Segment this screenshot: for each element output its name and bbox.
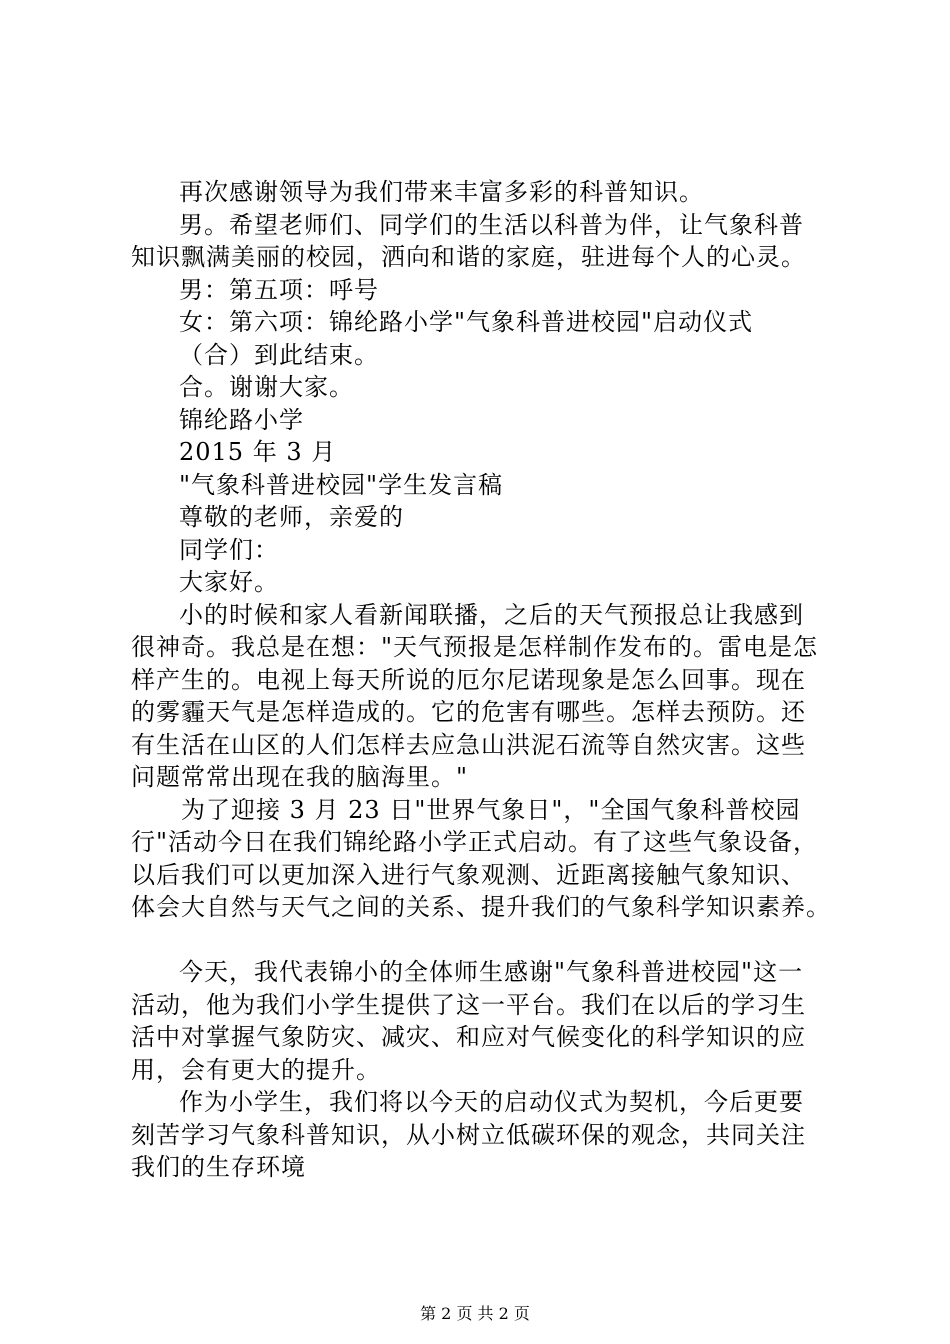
text-line: 尊敬的老师，亲爱的 (179, 503, 404, 531)
text-line: 女：第六项：锦纶路小学"气象科普进校园"启动仪式 (179, 308, 754, 336)
text-line: 2015 年 3 月 (179, 438, 337, 466)
text-line: 的雾霾天气是怎样造成的。它的危害有哪些。怎样去预防。还 (131, 698, 806, 726)
speech-title: "气象科普进校园"学生发言稿 (179, 470, 504, 499)
text-line: （合）到此结束。 (179, 340, 379, 369)
text-line: 以后我们可以更加深入进行气象观测、近距离接触气象知识、 (131, 860, 806, 889)
text-line: 刻苦学习气象科普知识，从小树立低碳环保的观念，共同关注 (131, 1120, 806, 1149)
text-line: 小的时候和家人看新闻联播，之后的天气预报总让我感到 (179, 600, 804, 629)
text-line: 活动，他为我们小学生提供了这一平台。我们在以后的学习生 (131, 990, 806, 1019)
text-line: 很神奇。我总是在想："天气预报是怎样制作发布的。雷电是怎 (131, 633, 819, 661)
text-line: 今天，我代表锦小的全体师生感谢"气象科普进校园"这一 (179, 958, 804, 986)
text-line: 再次感谢领导为我们带来丰富多彩的科普知识。 (179, 178, 704, 206)
text-line: 体会大自然与天气之间的关系、提升我们的气象科学知识素养。 (131, 893, 831, 921)
text-line: 知识飘满美丽的校园，洒向和谐的家庭，驻进每个人的心灵。 (131, 243, 806, 271)
text-line: 用，会有更大的提升。 (131, 1055, 381, 1084)
text-line: 合。谢谢大家。 (179, 373, 354, 401)
text-line: 问题常常出现在我的脑海里。" (131, 763, 469, 791)
text-line: 锦纶路小学 (179, 405, 304, 434)
text-line: 为了迎接 3 月 23 日"世界气象日"，"全国气象科普校园 (181, 795, 801, 824)
text-line: 行"活动今日在我们锦纶路小学正式启动。有了这些气象设备， (131, 828, 819, 856)
text-line: 有生活在山区的人们怎样去应急山洪泥石流等自然灾害。这些 (131, 730, 806, 759)
paragraph-gap (131, 924, 841, 957)
text-line: 同学们： (179, 535, 279, 564)
text-line: 大家好。 (179, 568, 279, 596)
text-line: 男。希望老师们、同学们的生活以科普为伴，让气象科普 (179, 210, 804, 239)
page-footer (0, 1304, 950, 1324)
text-line: 男：第五项：呼号 (179, 275, 379, 304)
text-line: 作为小学生，我们将以今天的启动仪式为契机，今后更要 (179, 1088, 804, 1116)
text-line: 样产生的。电视上每天所说的厄尔尼诺现象是怎么回事。现在 (131, 665, 806, 694)
text-line: 我们的生存环境 (131, 1153, 306, 1181)
page-number: 第 2 页 共 2 页 (420, 1304, 530, 1323)
text-line: 活中对掌握气象防灾、减灾、和应对气候变化的科学知识的应 (131, 1023, 806, 1051)
document-body (131, 176, 841, 1184)
